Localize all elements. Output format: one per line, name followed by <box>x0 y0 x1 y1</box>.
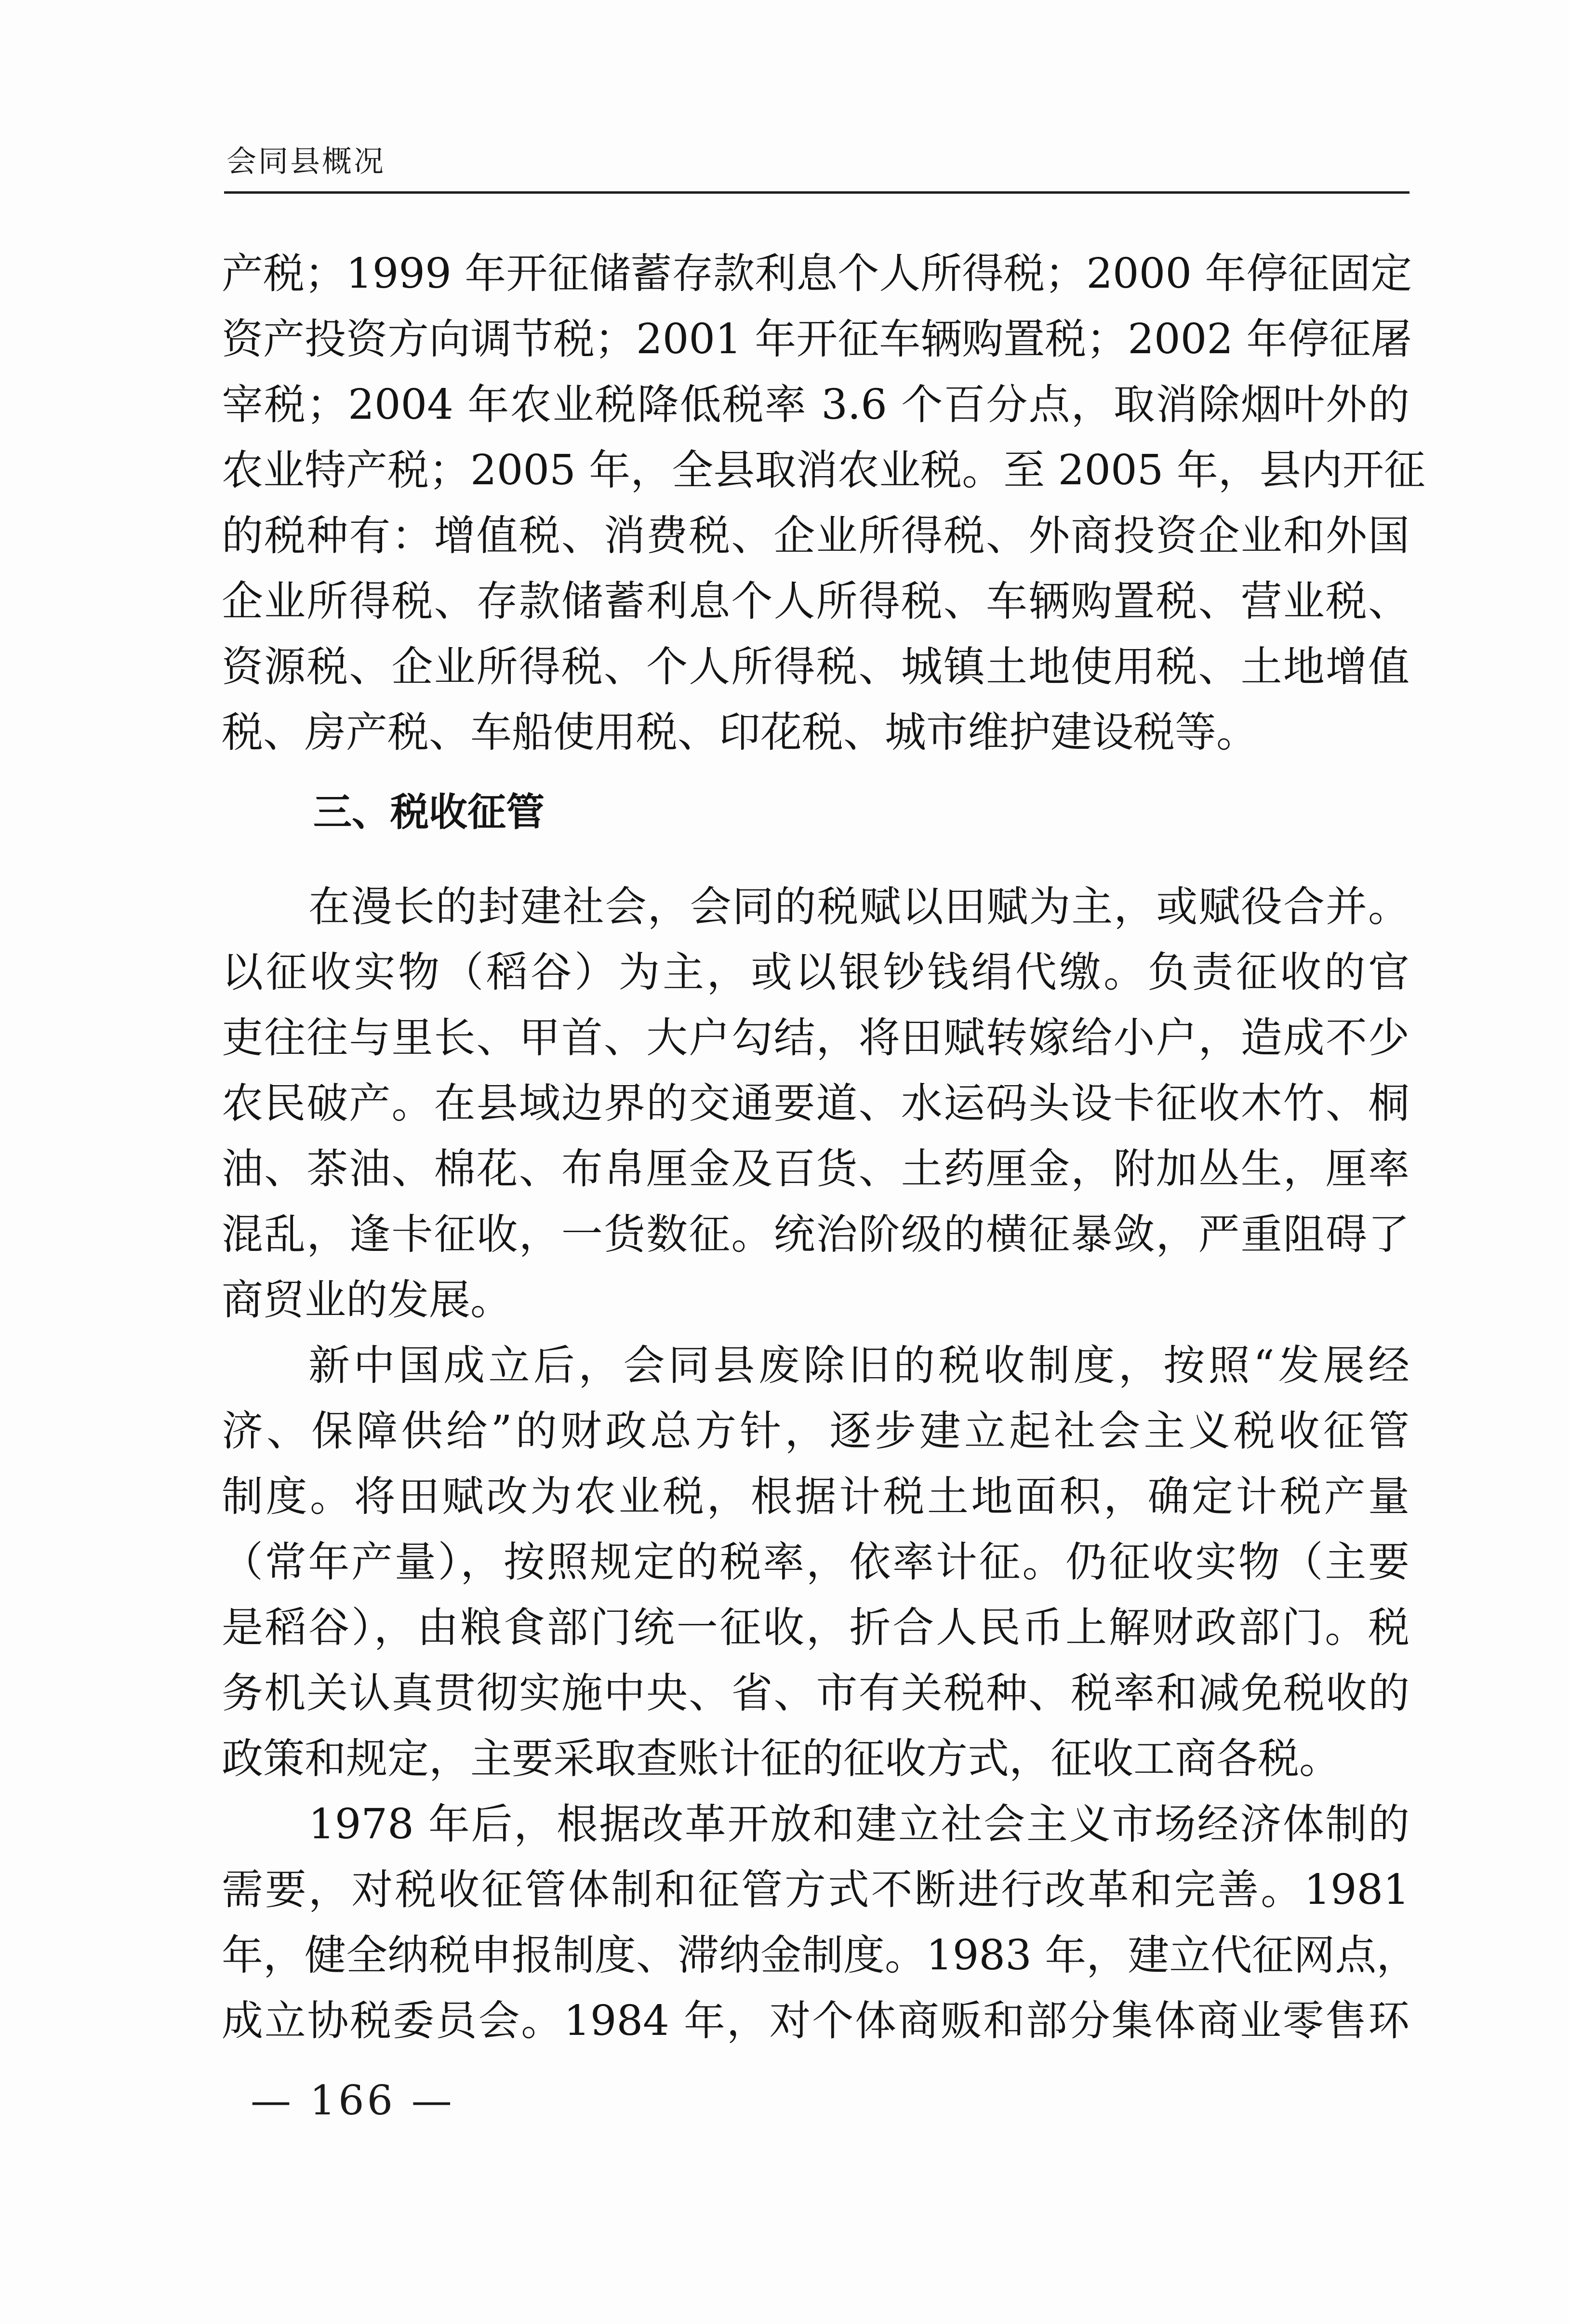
running-header-title: 会同县概况 <box>226 144 386 179</box>
text-line: 以征收实物（稻谷）为主，或以银钞钱绢代缴。负责征收的官 <box>222 948 1409 996</box>
text-line: 吏往往与里长、甲首、大户勾结，将田赋转嫁给小户，造成不少 <box>222 1014 1409 1062</box>
text-line: 政策和规定，主要采取查账计征的征收方式，征收工商各税。 <box>222 1735 1341 1783</box>
text-line: 企业所得税、存款储蓄利息个人所得税、车辆购置税、营业税、 <box>222 577 1409 625</box>
text-line: 商贸业的发展。 <box>222 1276 512 1324</box>
paragraph-feudal-taxation <box>222 874 1409 1333</box>
paragraph-reform-1978 <box>222 1792 1418 2054</box>
text-line: 需要，对税收征管体制和征管方式不断进行改革和完善。1981 <box>222 1866 1409 1914</box>
text-line: 1978 年后，根据改革开放和建立社会主义市场经济体制的 <box>308 1800 1409 1848</box>
header-rule-divider <box>224 191 1409 194</box>
text-line: 新中国成立后，会同县废除旧的税收制度，按照“发展经 <box>308 1341 1409 1390</box>
text-line: 农民破产。在县域边界的交通要道、水运码头设卡征收木竹、桐 <box>222 1079 1409 1128</box>
text-line: 济、保障供给”的财政总方针，逐步建立起社会主义税收征管 <box>222 1407 1409 1455</box>
text-line: 是稻谷），由粮食部门统一征收，折合人民币上解财政部门。税 <box>222 1604 1409 1652</box>
text-line: （常年产量），按照规定的税率，依率计征。仍征收实物（主要 <box>222 1538 1409 1586</box>
page-number: — 166 — <box>251 2077 455 2124</box>
text-line: 混乱，逢卡征收，一货数征。统治阶级的横征暴敛，严重阻碍了 <box>222 1210 1409 1259</box>
text-line: 农业特产税；2005 年，全县取消农业税。至 2005 年，县内开征 <box>222 446 1425 494</box>
text-line: 油、茶油、棉花、布帛厘金及百货、土药厘金，附加丛生，厘率 <box>222 1145 1409 1193</box>
text-line: 的税种有：增值税、消费税、企业所得税、外商投资企业和外国 <box>222 512 1409 560</box>
text-line: 税、房产税、车船使用税、印花税、城市维护建设税等。 <box>222 708 1258 757</box>
paragraph-tax-types <box>222 241 1425 765</box>
text-line: 产税；1999 年开征储蓄存款利息个人所得税；2000 年停征固定 <box>222 250 1412 298</box>
paragraph-new-china <box>222 1333 1409 1792</box>
text-line: 资产投资方向调节税；2001 年开征车辆购置税；2002 年停征屠 <box>222 315 1412 363</box>
text-line: 宰税；2004 年农业税降低税率 3.6 个百分点，取消除烟叶外的 <box>222 381 1409 429</box>
text-line: 务机关认真贯彻实施中央、省、市有关税种、税率和减免税收的 <box>222 1669 1409 1717</box>
text-line: 制度。将田赋改为农业税，根据计税土地面积，确定计税产量 <box>222 1473 1409 1521</box>
text-line: 在漫长的封建社会，会同的税赋以田赋为主，或赋役合并。 <box>308 883 1409 931</box>
text-line: 年，健全纳税申报制度、滞纳金制度。1983 年，建立代征网点， <box>222 1931 1418 1979</box>
text-line: 成立协税委员会。1984 年，对个体商贩和部分集体商业零售环 <box>222 1997 1409 2045</box>
body-text <box>222 241 1425 2054</box>
section-heading: 三、税收征管 <box>313 790 545 835</box>
text-line: 资源税、企业所得税、个人所得税、城镇土地使用税、土地增值 <box>222 643 1409 691</box>
